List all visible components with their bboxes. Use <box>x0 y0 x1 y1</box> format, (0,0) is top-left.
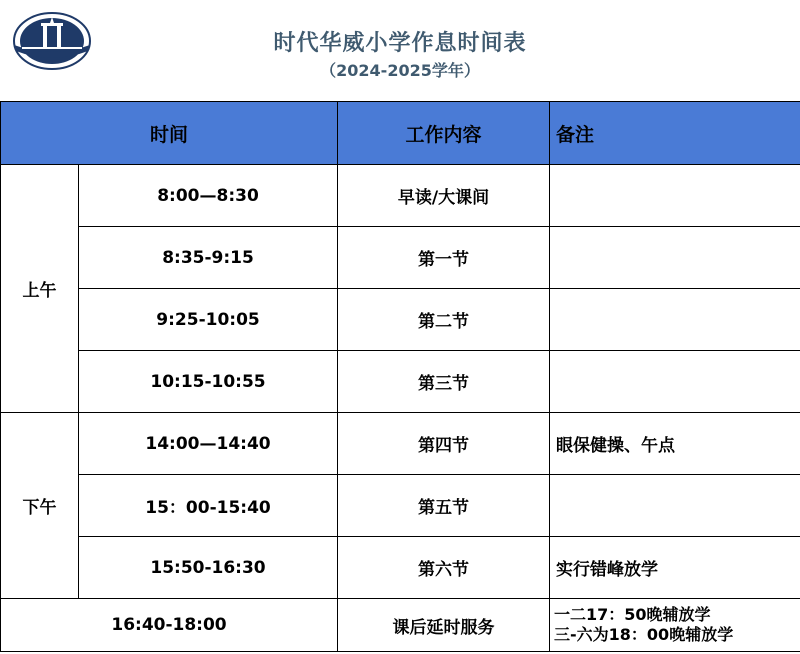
note-line: 三-六为18：00晚辅放学 <box>554 625 734 644</box>
note-cell: 实行错峰放学 <box>550 537 800 599</box>
content-cell: 第三节 <box>338 351 550 413</box>
period-afternoon: 下午 <box>1 413 79 599</box>
note-cell <box>550 599 800 652</box>
content-cell: 第四节 <box>338 413 550 475</box>
table-row <box>1 165 800 227</box>
content-cell: 早读/大课间 <box>338 165 550 227</box>
time-cell: 15：00-15:40 <box>79 475 338 537</box>
schedule-table <box>0 101 800 652</box>
page-subtitle: （2024-2025学年） <box>320 61 480 80</box>
header-note: 备注 <box>550 102 800 165</box>
note-cell <box>550 227 800 289</box>
header-content: 工作内容 <box>338 102 550 165</box>
table-row <box>1 537 800 599</box>
time-cell: 8:00—8:30 <box>79 165 338 227</box>
note-cell <box>550 351 800 413</box>
content-cell: 第二节 <box>338 289 550 351</box>
time-cell: 9:25-10:05 <box>79 289 338 351</box>
note-line: 一二17：50晚辅放学 <box>554 605 711 624</box>
header-time: 时间 <box>1 102 338 165</box>
note-cell <box>550 289 800 351</box>
time-cell: 15:50-16:30 <box>79 537 338 599</box>
table-row <box>1 289 800 351</box>
note-cell <box>550 165 800 227</box>
time-cell: 16:40-18:00 <box>1 599 338 652</box>
content-cell: 第一节 <box>338 227 550 289</box>
period-morning: 上午 <box>1 165 79 413</box>
note-cell <box>550 475 800 537</box>
content-cell: 第五节 <box>338 475 550 537</box>
table-row <box>1 413 800 475</box>
page-title: 时代华威小学作息时间表 <box>273 31 527 56</box>
time-cell: 10:15-10:55 <box>79 351 338 413</box>
time-cell: 14:00—14:40 <box>79 413 338 475</box>
table-row <box>1 599 800 652</box>
content-cell: 第六节 <box>338 537 550 599</box>
table-row <box>1 351 800 413</box>
table-row <box>1 227 800 289</box>
time-cell: 8:35-9:15 <box>79 227 338 289</box>
table-row <box>1 475 800 537</box>
note-cell: 眼保健操、午点 <box>550 413 800 475</box>
content-cell: 课后延时服务 <box>338 599 550 652</box>
